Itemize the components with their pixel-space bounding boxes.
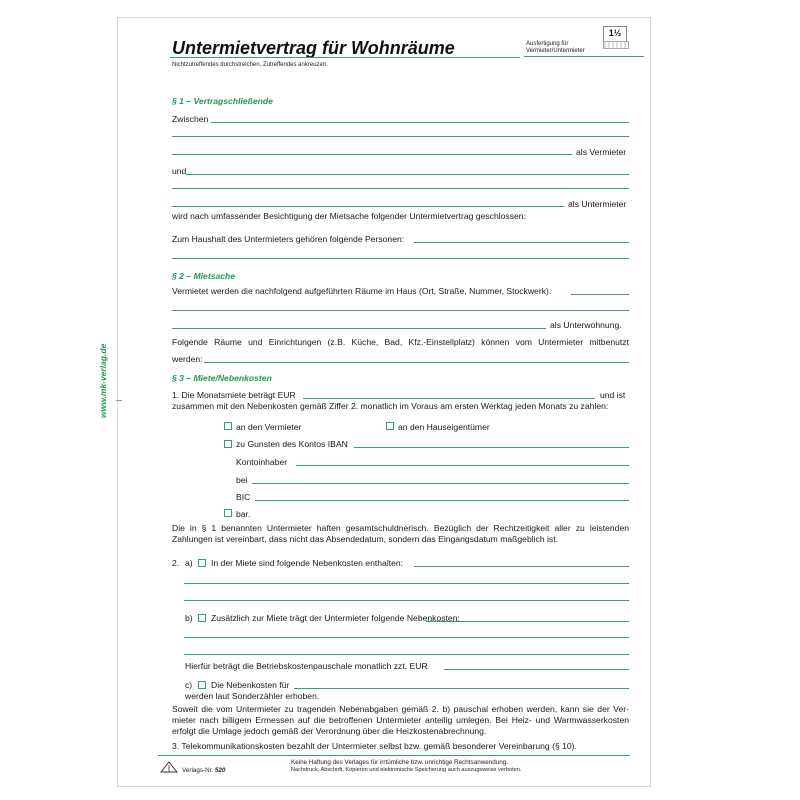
verlags-nr-label: Verlags-Nr. bbox=[182, 767, 214, 774]
haushalt-line-1[interactable] bbox=[414, 242, 629, 243]
nebenkosten-zusaetzlich-line-2[interactable] bbox=[184, 637, 629, 638]
item-2a-label: a) bbox=[185, 558, 193, 568]
zusammen-text: zusammen mit den Nebenkosten gemäß Ziffer 2. monatlich im Voraus am ersten Werktag jeden Monats zu zahlen: bbox=[172, 401, 609, 411]
pauschale-amount-line[interactable] bbox=[444, 669, 629, 670]
ausfertigung-label bbox=[526, 41, 585, 55]
item-2b-text: Zusätzlich zur Miete trägt der Untermieter folgende Nebenkosten: bbox=[211, 613, 460, 623]
als-untermieter-label: als Untermieter bbox=[568, 199, 627, 209]
haushalt-line-2[interactable] bbox=[172, 258, 629, 259]
ausfertigung-line-1: Ausfertigung für bbox=[526, 41, 569, 47]
ausfertigung-line-2: Vermieter/Untermieter bbox=[526, 48, 585, 54]
item-2b-label: b) bbox=[185, 613, 193, 623]
kontoinhaber-line[interactable] bbox=[296, 465, 629, 466]
vermieter-name-line-3[interactable] bbox=[172, 154, 572, 155]
untermieter-name-line-3[interactable] bbox=[172, 206, 564, 207]
konto-iban-label: zu Gunsten des Kontos IBAN bbox=[236, 439, 348, 449]
bei-label: bei bbox=[236, 475, 248, 485]
als-unterwohnung-label: als Unterwohnung. bbox=[550, 320, 622, 330]
contract-sheet bbox=[98, 18, 650, 786]
haften-text-2: Zahlungen ist vereinbart, dass nicht das Absendedatum, sondern das Eingangsdatum maßgeblich ist. bbox=[172, 534, 558, 544]
bar-label: bar. bbox=[236, 509, 251, 519]
item-2c-text: Die Nebenkosten für bbox=[211, 680, 290, 690]
raeume-line-3[interactable] bbox=[172, 328, 546, 329]
besichtigung-text: wird nach umfassender Besichtigung der Mietsache folgender Untermietvertrag geschlossen: bbox=[172, 211, 526, 221]
an-hauseigentuemer-label: an den Hauseigentümer bbox=[398, 422, 490, 432]
iban-line[interactable] bbox=[354, 447, 629, 448]
checkbox-bar[interactable] bbox=[224, 509, 232, 517]
nebenkosten-enthalten-line-2[interactable] bbox=[184, 583, 629, 584]
und-ist-label: und ist bbox=[600, 390, 626, 400]
monatsmiete-label: 1. Die Monatsmiete beträgt EUR bbox=[172, 390, 296, 400]
side-url: www.mk-verlag.de bbox=[98, 343, 108, 418]
page-title: Untermietvertrag für Wohnräume bbox=[172, 38, 455, 58]
nebenkosten-enthalten-line-1[interactable] bbox=[414, 566, 629, 567]
untermieter-name-line-1[interactable] bbox=[186, 174, 629, 175]
raeume-line-1[interactable] bbox=[571, 294, 629, 295]
checkbox-2a[interactable] bbox=[198, 559, 206, 567]
footer-rule bbox=[158, 755, 630, 756]
checkbox-2c[interactable] bbox=[198, 681, 206, 689]
vermietet-text: Vermietet werden die nachfolgend aufgeführten Räume im Haus (Ort, Straße, Nummer, Stockwerk): bbox=[172, 286, 552, 296]
item-2-number: 2. bbox=[172, 558, 180, 568]
haften-text-1: Die in § 1 benannten Untermieter haften gesamtschuldnerisch. Bezüglich der Rechtzeitigkeit aller zu leistenden bbox=[172, 523, 629, 533]
vermieter-name-line-2[interactable] bbox=[172, 136, 629, 137]
item-2c-text-2: werden laut Sonderzähler erhoben. bbox=[185, 691, 320, 701]
pauschale-label: Hierfür beträgt die Betriebskostenpauschale monatlich zzt. EUR bbox=[185, 661, 428, 671]
vermieter-name-line-1[interactable] bbox=[211, 122, 629, 123]
einrichtungen-text: Folgende Räume und Einrichtungen (z.B. Küche, Bad, Kfz.-Einstellplatz) können vom Untermieter mitbenutzt bbox=[172, 337, 629, 347]
page-subtitle: Nichtzutreffendes durchstreichen, Zutreffendes ankreuzen. bbox=[172, 62, 328, 68]
publisher-logo-icon bbox=[160, 761, 178, 773]
nebenkosten-enthalten-line-3[interactable] bbox=[184, 600, 629, 601]
haushalt-label: Zum Haushalt des Untermieters gehören folgende Personen: bbox=[172, 234, 405, 244]
ausfertigung-rule bbox=[524, 56, 644, 57]
section-1-heading: § 1 – Vertragschließende bbox=[172, 96, 273, 106]
soweit-text-2: mieter nach billigem Ermessen auf die betroffenen Untermieter anteilig umlegen. Bei Heiz- und Warmwasserkosten bbox=[172, 715, 629, 725]
item-3-text: 3. Telekommunikationskosten bezahlt der Untermieter selbst bzw. gemäß besonderer Vereinbarung (§ 10). bbox=[172, 741, 577, 751]
raeume-line-2[interactable] bbox=[172, 310, 629, 311]
checkbox-an-vermieter[interactable] bbox=[224, 422, 232, 430]
verlags-nr-value: 520 bbox=[214, 767, 226, 774]
checkbox-konto[interactable] bbox=[224, 440, 232, 448]
als-vermieter-label: als Vermieter bbox=[576, 147, 627, 157]
und-label: und bbox=[172, 166, 187, 176]
zwischen-label: Zwischen bbox=[172, 114, 209, 124]
fold-mark bbox=[116, 400, 122, 401]
verlags-nr bbox=[182, 767, 225, 774]
bank-line[interactable] bbox=[252, 483, 629, 484]
item-2a-text: In der Miete sind folgende Nebenkosten enthalten: bbox=[211, 558, 404, 568]
an-vermieter-label: an den Vermieter bbox=[236, 422, 302, 432]
section-3-heading: § 3 – Miete/Nebenkosten bbox=[172, 373, 272, 383]
item-2c-label: c) bbox=[185, 680, 193, 690]
kontoinhaber-label: Kontoinhaber bbox=[236, 457, 288, 467]
checkbox-2b[interactable] bbox=[198, 614, 206, 622]
title-rule bbox=[170, 57, 520, 58]
nebenkosten-zusaetzlich-line-1[interactable] bbox=[426, 621, 629, 622]
copy-stack-icon bbox=[603, 41, 629, 49]
soweit-text-1: Soweit die vom Untermieter zu tragenden Nebenabgaben gemäß 2. b) pauschal erhoben werden, kann sie der Ver- bbox=[172, 704, 629, 714]
haftung-note: Keine Haftung des Verlages für irrtümliche bzw. unrichtige Rechtsanwendung. bbox=[291, 759, 509, 766]
bic-line[interactable] bbox=[255, 500, 629, 501]
bic-label: BIC bbox=[236, 492, 251, 502]
nebenkosten-zusaetzlich-line-3[interactable] bbox=[184, 654, 629, 655]
mitbenutzung-line[interactable] bbox=[204, 362, 629, 363]
nachdruck-note: Nachdruck, Abschrift, Kopieren und elektronische Speicherung auch auszugsweise verboten. bbox=[291, 767, 522, 773]
soweit-text-3: erfolgt die Umlage jedoch gemäß der Verordnung über die Heizkostenabrechnung. bbox=[172, 726, 487, 736]
checkbox-an-hauseigentuemer[interactable] bbox=[386, 422, 394, 430]
sonderzaehler-line[interactable] bbox=[294, 688, 629, 689]
monatsmiete-amount-line[interactable] bbox=[303, 398, 595, 399]
section-2-heading: § 2 – Mietsache bbox=[172, 271, 236, 281]
copy-count-badge: 1½ bbox=[603, 26, 627, 42]
werden-label: werden: bbox=[172, 354, 203, 364]
untermieter-name-line-2[interactable] bbox=[172, 188, 629, 189]
